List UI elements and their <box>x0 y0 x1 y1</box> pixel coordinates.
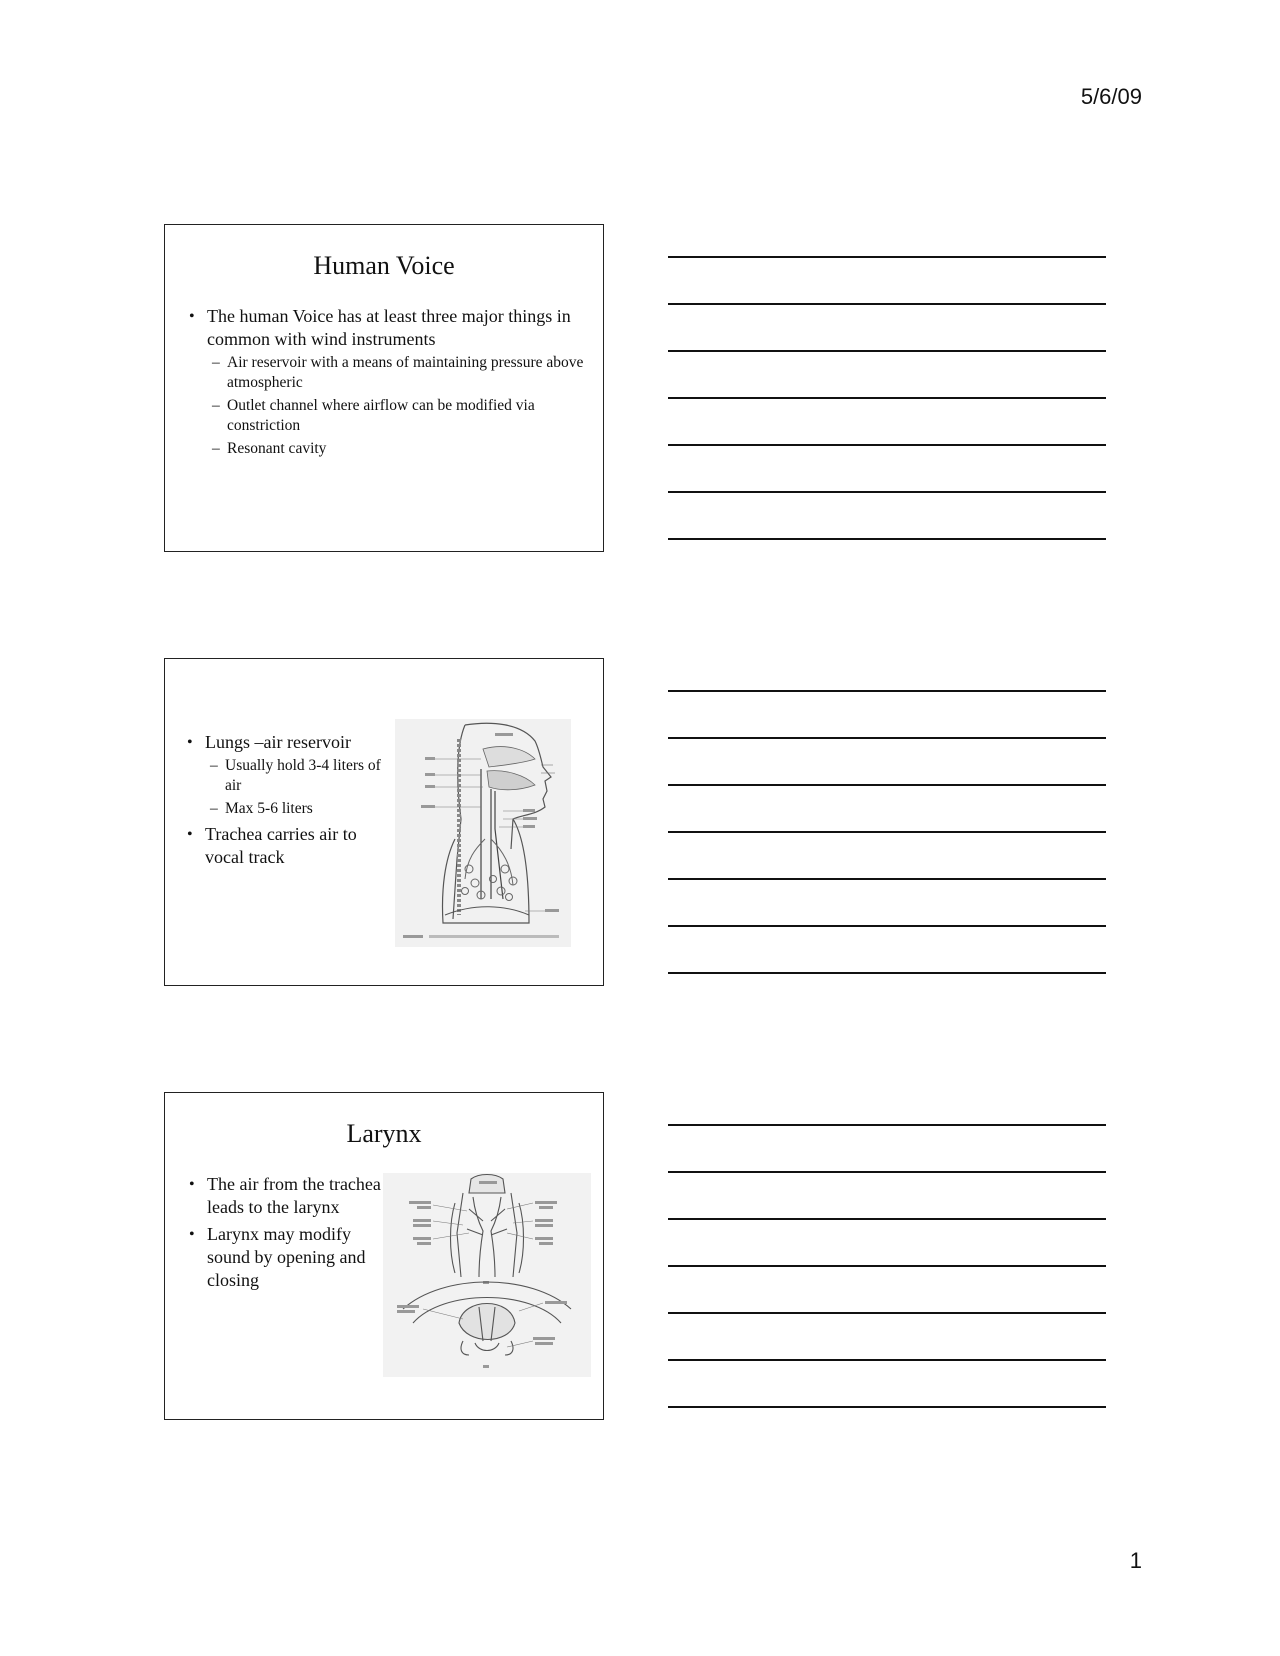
bullet-item <box>207 1173 382 1219</box>
bullet-text: Trachea carries air to vocal track <box>205 824 357 867</box>
sub-bullet-item: – Max 5-6 liters <box>225 799 395 819</box>
note-line <box>668 444 1106 446</box>
sub-bullet-list <box>227 353 587 459</box>
larynx-diagram-icon <box>383 1173 591 1377</box>
note-line <box>668 1218 1106 1220</box>
sub-bullet-list <box>225 756 395 819</box>
slide-lungs <box>164 658 604 986</box>
bullet-text: Larynx may modify sound by opening and closing <box>207 1224 366 1290</box>
note-line <box>668 256 1106 258</box>
bullet-item <box>205 823 395 869</box>
note-line <box>668 1265 1106 1267</box>
page-date: 5/6/09 <box>1080 84 1142 109</box>
bullet-list <box>207 305 587 463</box>
note-line <box>668 1171 1106 1173</box>
note-line <box>668 925 1106 927</box>
sub-bullet-item: – Usually hold 3-4 liters of air <box>225 756 395 796</box>
note-line <box>668 538 1106 540</box>
sub-bullet-item: – Air reservoir with a means of maintaining pressure above atmospheric <box>227 353 587 393</box>
note-line <box>668 972 1106 974</box>
note-line <box>668 1406 1106 1408</box>
bullet-text: Lungs –air reservoir <box>205 732 351 752</box>
bullet-text: The air from the trachea leads to the larynx <box>207 1174 381 1217</box>
bullet-list <box>207 1173 382 1292</box>
note-line <box>668 1312 1106 1314</box>
note-line <box>668 303 1106 305</box>
bullet-list <box>205 731 395 869</box>
sub-bullet-item: – Outlet channel where airflow can be modified via constriction <box>227 396 587 436</box>
note-line <box>668 784 1106 786</box>
slide-human-voice <box>164 224 604 552</box>
bullet-item <box>205 731 395 819</box>
slide-title: Human Voice <box>313 251 455 280</box>
note-line <box>668 737 1106 739</box>
slide-title: Larynx <box>346 1119 422 1148</box>
note-line <box>668 491 1106 493</box>
sub-bullet-item: – Resonant cavity <box>227 439 587 459</box>
vocal-apparatus-diagram-icon <box>395 719 571 947</box>
bullet-text: The human Voice has at least three major things in common with wind instruments <box>207 306 571 349</box>
note-line <box>668 831 1106 833</box>
bullet-item <box>207 1223 382 1292</box>
note-line <box>668 1359 1106 1361</box>
note-line <box>668 690 1106 692</box>
note-line <box>668 1124 1106 1126</box>
bullet-item <box>207 305 587 459</box>
page-number: 1 <box>1129 1548 1142 1573</box>
note-line <box>668 397 1106 399</box>
note-line <box>668 878 1106 880</box>
note-line <box>668 350 1106 352</box>
slide-larynx <box>164 1092 604 1420</box>
